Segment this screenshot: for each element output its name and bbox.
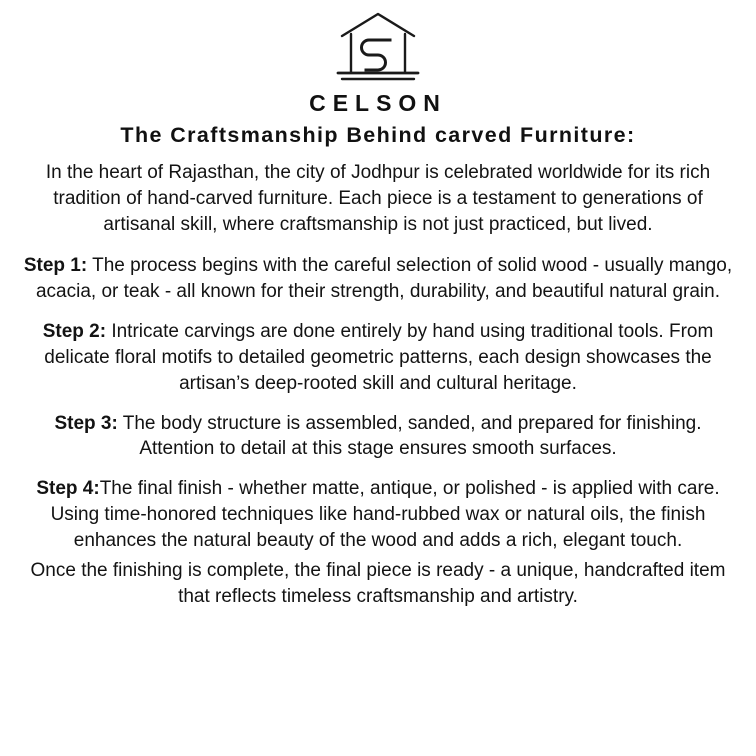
step-4-text: The final finish - whether matte, antique, or polished - is applied with care. Using time-honored techniques like hand-rubbed wax or natural oils, the finish enhances the natural beauty of the wood and adds a rich, elegant touch. bbox=[50, 478, 720, 551]
step-1-text: The process begins with the careful selection of solid wood - usually mango, acacia, or teak - all known for their strength, durability, and beautiful natural grain. bbox=[35, 255, 733, 303]
step-3-label: Step 3: bbox=[54, 412, 118, 434]
step-1-paragraph bbox=[20, 253, 736, 305]
step-4-label: Step 4: bbox=[36, 478, 100, 500]
step-2-paragraph bbox=[20, 319, 736, 396]
step-2-label: Step 2: bbox=[42, 321, 107, 343]
step-4-paragraph bbox=[20, 476, 736, 553]
brand-name: CELSON bbox=[309, 90, 447, 116]
closing-paragraph: Once the finishing is complete, the final piece is ready - a unique, handcrafted item that reflects timeless craftsmanship and artistry. bbox=[30, 559, 726, 607]
intro-paragraph: In the heart of Rajasthan, the city of Jodhpur is celebrated worldwide for its rich tradition of hand-carved furniture. Each piece is a testament to generations of artisanal skill, where craftsmanship is not just practiced, but lived. bbox=[45, 162, 711, 235]
step-3-text: The body structure is assembled, sanded, and prepared for finishing. Attention to detail at this stage ensures smooth surfaces. bbox=[117, 412, 702, 460]
step-1-label: Step 1: bbox=[23, 255, 88, 277]
step-3-paragraph bbox=[20, 411, 736, 463]
house-with-letter-s-icon bbox=[330, 10, 426, 86]
page-title: The Craftsmanship Behind carved Furniture: bbox=[120, 123, 636, 147]
step-2-text: Intricate carvings are done entirely by hand using traditional tools. From delicate floral motifs to detailed geometric patterns, each design showcases the artisan’s deep-rooted skill and cultural heritage. bbox=[44, 321, 714, 394]
